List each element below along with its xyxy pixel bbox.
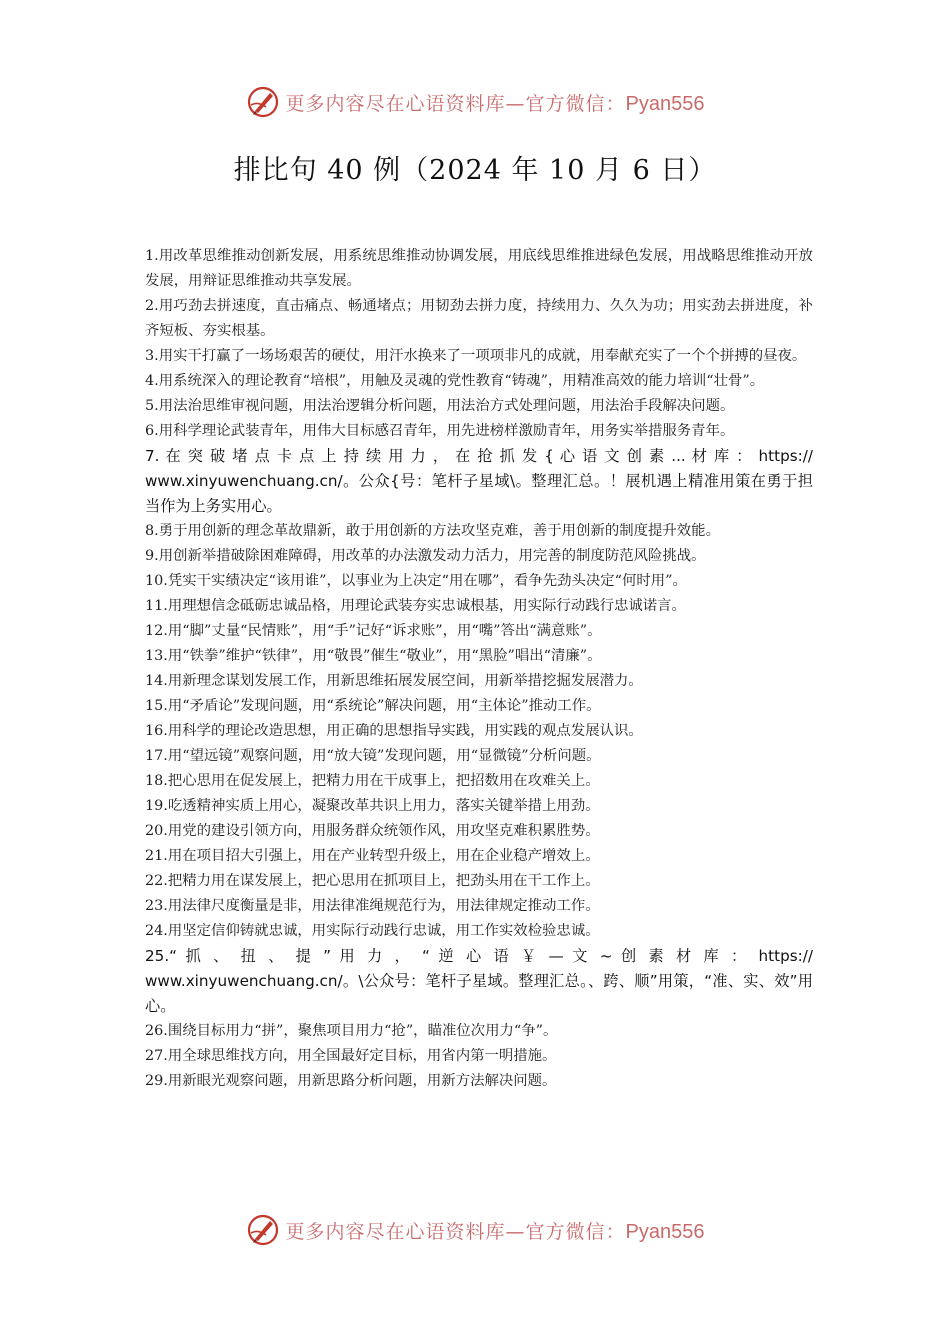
- page-title: 排比句 40 例（2024 年 10 月 6 日）: [233, 155, 717, 186]
- watermark-handle: Pyan556: [625, 1220, 705, 1243]
- list-item: 17.用“望远镜”观察问题，用“放大镜”发现问题，用“显微镜”分析问题。: [145, 748, 601, 764]
- list-item: 6.用科学理论武装青年，用伟大目标感召青年，用先进榜样激励青年，用务实举措服务青年。: [145, 423, 735, 439]
- list-item: 16.用科学的理论改造思想，用正确的思想指导实践，用实践的观点发展认识。: [145, 723, 643, 739]
- list-item: 26.围绕目标用力“拼”，聚焦项目用力“抢”，瞄准位次用力“争”。: [145, 1023, 558, 1039]
- list-item: 29.用新眼光观察问题，用新思路分析问题，用新方法解决问题。: [145, 1073, 557, 1089]
- list-item: 8.勇于用创新的理念革故鼎新，敢于用创新的方法攻坚克难，善于用创新的制度提升效能。: [145, 523, 720, 539]
- document-body: [145, 244, 813, 1094]
- list-item: 21.用在项目招大引强上，用在产业转型升级上，用在企业稳产增效上。: [145, 848, 600, 864]
- list-item: 23.用法律尺度衡量是非，用法律准绳规范行为，用法律规定推动工作。: [145, 898, 600, 914]
- list-item-7-line1: 7. 在 突 破 堵 点 卡 点 上 持 续 用 力 ， 在 抢 抓 发 { 心 语 文 创 素 ... 材 库 ： https://: [145, 447, 813, 465]
- list-item: 10.凭实干实绩决定“该用谁”，以事业为上决定“用在哪”，看争先劲头决定“何时用”。: [145, 573, 687, 589]
- list-item: 3.用实干打赢了一场场艰苦的硬仗，用汗水换来了一项项非凡的成就，用奉献充实了一个个拼搏的昼夜。: [145, 348, 807, 364]
- list-item: 19.吃透精神实质上用心，凝聚改革共识上用力，落实关键举措上用劲。: [145, 798, 600, 814]
- list-item: 27.用全球思维找方向，用全国最好定目标，用省内第一明措施。: [145, 1048, 557, 1064]
- list-item: 4.用系统深入的理论教育“培根”，用触及灵魂的党性教育“铸魂”，用精准高效的能力培训“壮骨”。: [145, 373, 765, 389]
- pen-logo-icon: [246, 1213, 280, 1247]
- list-item-7-watermarked: [145, 444, 813, 519]
- list-item: 5.用法治思维审视问题，用法治逻辑分析问题，用法治方式处理问题，用法治手段解决问题。: [145, 398, 735, 414]
- pen-logo-icon: [246, 85, 280, 119]
- list-item: 9.用创新举措破除困难障碍，用改革的办法激发动力活力，用完善的制度防范风险挑战。: [145, 548, 706, 564]
- list-item: 15.用“矛盾论”发现问题，用“系统论”解决问题，用“主体论”推动工作。: [145, 698, 601, 714]
- list-item: 14.用新理念谋划发展工作，用新思维拓展发展空间，用新举措挖掘发展潜力。: [145, 673, 643, 689]
- watermark-text: 更多内容尽在心语资料库—官方微信：Pyan556: [285, 1220, 705, 1243]
- watermark-banner-bottom: [0, 1208, 950, 1252]
- list-item-25-rest: www.xinyuwenchuang.cn/。\公众号：笔杆子星域。整理汇总。、跨、顺”用策，“准、实、效”用心。: [145, 972, 813, 1015]
- list-item-25-line1: 25.“ 抓 、 扭 、 提 ” 用 力 ， “ 逆 心 语 ￥ — 文 ~ 创 素 材 库 ： https://: [145, 947, 813, 965]
- list-item: 18.把心思用在促发展上，把精力用在干成事上，把招数用在攻难关上。: [145, 773, 600, 789]
- list-item-25-watermarked: [145, 944, 813, 1019]
- list-item: 11.用理想信念砥砺忠诚品格，用理论武装夯实忠诚根基，用实际行动践行忠诚诺言。: [145, 598, 686, 614]
- list-item: 24.用坚定信仰铸就忠诚，用实际行动践行忠诚，用工作实效检验忠诚。: [145, 923, 600, 939]
- list-item: 1.用改革思维推动创新发展，用系统思维推动协调发展，用底线思维推进绿色发展，用战略思维推动开放发展，用辩证思维推动共享发展。: [145, 248, 813, 289]
- watermark-handle: Pyan556: [625, 92, 705, 115]
- list-item: 2.用巧劲去拼速度，直击痛点、畅通堵点；用韧劲去拼力度，持续用力、久久为功；用实劲去拼进度，补齐短板、夯实根基。: [145, 298, 813, 339]
- list-item: 22.把精力用在谋发展上，把心思用在抓项目上，把劲头用在干工作上。: [145, 873, 600, 889]
- list-item: 20.用党的建设引领方向，用服务群众统领作风，用攻坚克难积累胜势。: [145, 823, 600, 839]
- list-item-7-rest: www.xinyuwenchuang.cn/。公众{号：笔杆子星域\。整理汇总。！展机遇上精准用策在勇于担当作为上务实用心。: [145, 472, 813, 515]
- watermark-text: 更多内容尽在心语资料库—官方微信：Pyan556: [285, 92, 705, 115]
- list-item: 13.用“铁拳”维护“铁律”，用“敬畏”催生“敬业”，用“黑脸”唱出“清廉”。: [145, 648, 602, 664]
- list-item: 12.用“脚”丈量“民情账”，用“手”记好“诉求账”，用“嘴”答出“满意账”。: [145, 623, 602, 639]
- watermark-banner-top: [0, 80, 950, 124]
